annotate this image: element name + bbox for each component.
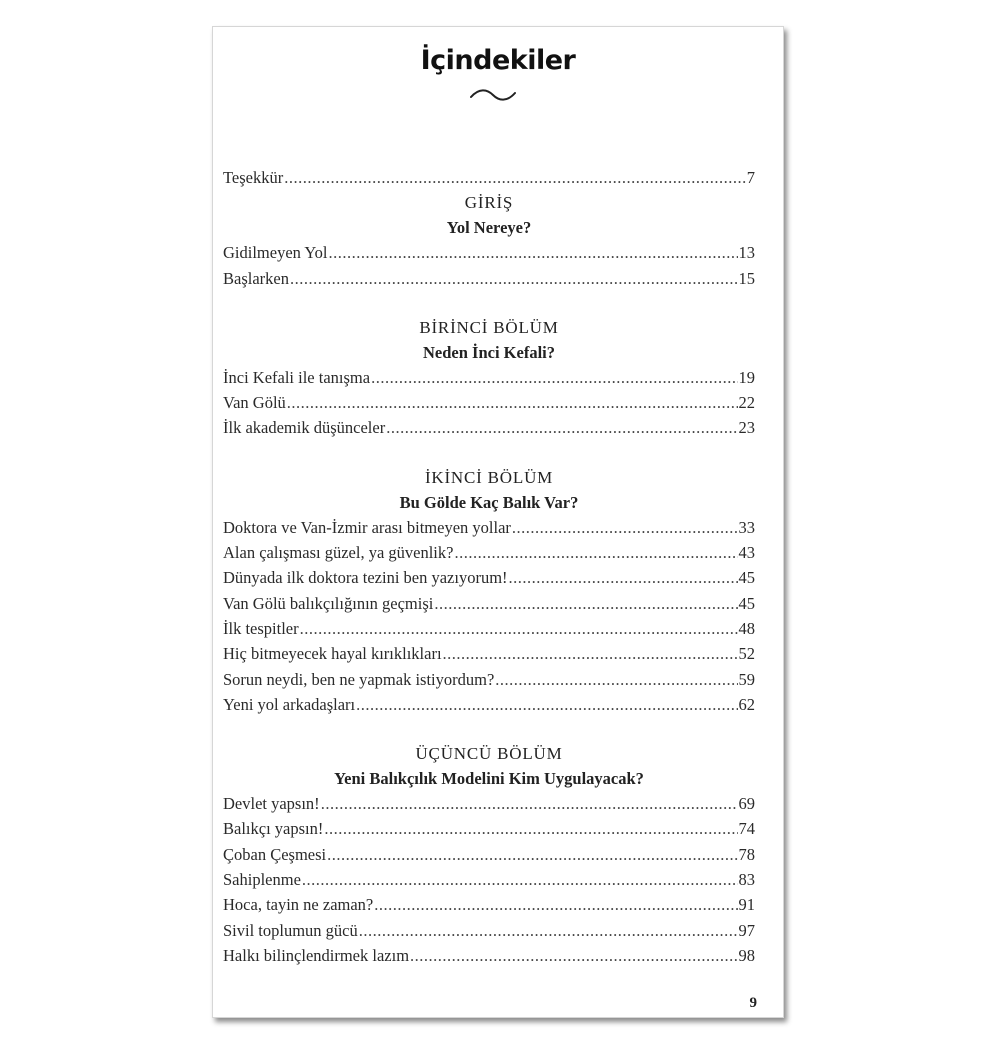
dot-leader [359,918,738,943]
dot-leader [374,892,737,917]
swash-ornament-icon [469,85,517,105]
toc-entry-label: Devlet yapsın! [223,794,320,814]
toc-entry-page: 59 [738,669,755,689]
toc-entry-label: İlk tespitler [223,618,299,638]
dot-leader [495,667,737,692]
toc-entry-label: Hiç bitmeyecek hayal kırıklıkları [223,644,442,664]
toc-entry[interactable] [223,816,755,841]
section-subtitle: Bu Gölde Kaç Balık Var? [399,492,579,512]
toc-entry-label: Van Gölü balıkçılığının geçmişi [223,593,434,613]
toc-entry[interactable] [223,390,755,415]
toc-entry[interactable] [223,943,755,968]
toc-entry-label: Teşekkür [223,168,284,187]
dot-leader [290,266,738,291]
toc-entry-page: 48 [738,618,755,638]
dot-leader [371,365,737,390]
section-heading: ÜÇÜNCÜ BÖLÜM [415,744,563,764]
section-spacer [223,291,755,315]
dot-leader [454,540,737,565]
toc-entry-page: 91 [738,895,755,915]
toc-entry-label: Halkı bilinçlendirmek lazım [223,945,410,965]
section-subtitle: Yol Nereye? [446,218,532,238]
toc-entry-label: Dünyada ilk doktora tezini ben yazıyorum! [223,568,508,588]
toc-entry-page: 52 [738,644,755,664]
toc-entry[interactable] [223,565,755,590]
toc-entry[interactable] [223,892,755,917]
toc-entry[interactable] [223,791,755,816]
page-number: 9 [749,995,757,1011]
toc-entry-label: Başlarken [223,268,289,288]
toc-entry-page: 23 [738,418,755,438]
toc-entry-page: 98 [738,945,755,965]
toc-entry[interactable] [223,867,755,892]
dot-leader [356,692,737,717]
toc-entry[interactable] [223,918,755,943]
toc-entry-page: 7 [746,168,755,187]
toc-entry-label: Gidilmeyen Yol [223,243,328,263]
section-subtitle: Yeni Balıkçılık Modelini Kim Uygulayacak? [334,769,644,789]
toc-entry[interactable] [223,240,755,265]
toc-entry[interactable] [223,616,755,641]
section-heading: İKİNCİ BÖLÜM [424,467,554,487]
section-subtitle: Neden İnci Kefali? [423,342,555,362]
toc-entry-page: 83 [738,870,755,890]
toc-entry-page: 74 [738,819,755,839]
toc-entry-page: 62 [738,694,755,714]
book-page [212,26,784,1018]
toc-entry-page: 13 [738,243,755,263]
section-spacer [223,717,755,741]
toc-entry-page: 45 [738,568,755,588]
toc-entry-label: Sorun neydi, ben ne yapmak istiyordum? [223,669,495,689]
toc-entry-page: 19 [738,367,755,387]
toc-entry-label: Sivil toplumun gücü [223,920,358,940]
toc-entry[interactable] [223,266,755,291]
section-heading: BİRİNCİ BÖLÜM [419,317,559,337]
toc-entry-label: Sahiplenme [223,870,301,890]
dot-leader [410,943,737,968]
dot-leader [324,816,737,841]
toc-entry[interactable] [223,641,755,666]
toc-entry[interactable] [223,165,755,190]
dot-leader [327,842,737,867]
toc-entry[interactable] [223,365,755,390]
toc-entry-label: Hoca, tayin ne zaman? [223,895,374,915]
table-of-contents [223,165,755,968]
toc-entry[interactable] [223,415,755,440]
toc-entry-label: Yeni yol arkadaşları [223,694,356,714]
toc-entry-label: Doktora ve Van-İzmir arası bitmeyen yollar [223,517,511,537]
toc-entry-page: 22 [738,393,755,413]
dot-leader [300,616,738,641]
dot-leader [302,867,738,892]
toc-entry[interactable] [223,692,755,717]
toc-entry-label: Çoban Çeşmesi [223,844,327,864]
toc-entry[interactable] [223,515,755,540]
toc-entry-page: 78 [738,844,755,864]
toc-entry-page: 45 [738,593,755,613]
toc-entry-page: 97 [738,920,755,940]
toc-entry-page: 69 [738,794,755,814]
toc-entry-label: Van Gölü [223,393,286,413]
toc-entry-label: Balıkçı yapsın! [223,819,324,839]
dot-leader [329,240,738,265]
dot-leader [284,165,746,190]
toc-entry[interactable] [223,842,755,867]
page-title: İçindekiler [420,45,576,76]
dot-leader [509,565,738,590]
dot-leader [386,415,737,440]
dot-leader [443,641,738,666]
dot-leader [321,791,738,816]
toc-entry-label: İnci Kefali ile tanışma [223,367,371,387]
toc-entry-label: Alan çalışması güzel, ya güvenlik? [223,543,454,563]
dot-leader [434,591,737,616]
section-spacer [223,441,755,465]
toc-entry-label: İlk akademik düşünceler [223,418,386,438]
toc-entry[interactable] [223,540,755,565]
dot-leader [287,390,738,415]
toc-entry-page: 33 [738,517,755,537]
toc-entry[interactable] [223,667,755,692]
section-heading: GİRİŞ [464,193,514,213]
toc-entry[interactable] [223,591,755,616]
toc-entry-page: 43 [738,543,755,563]
toc-entry-page: 15 [738,268,755,288]
dot-leader [512,515,738,540]
